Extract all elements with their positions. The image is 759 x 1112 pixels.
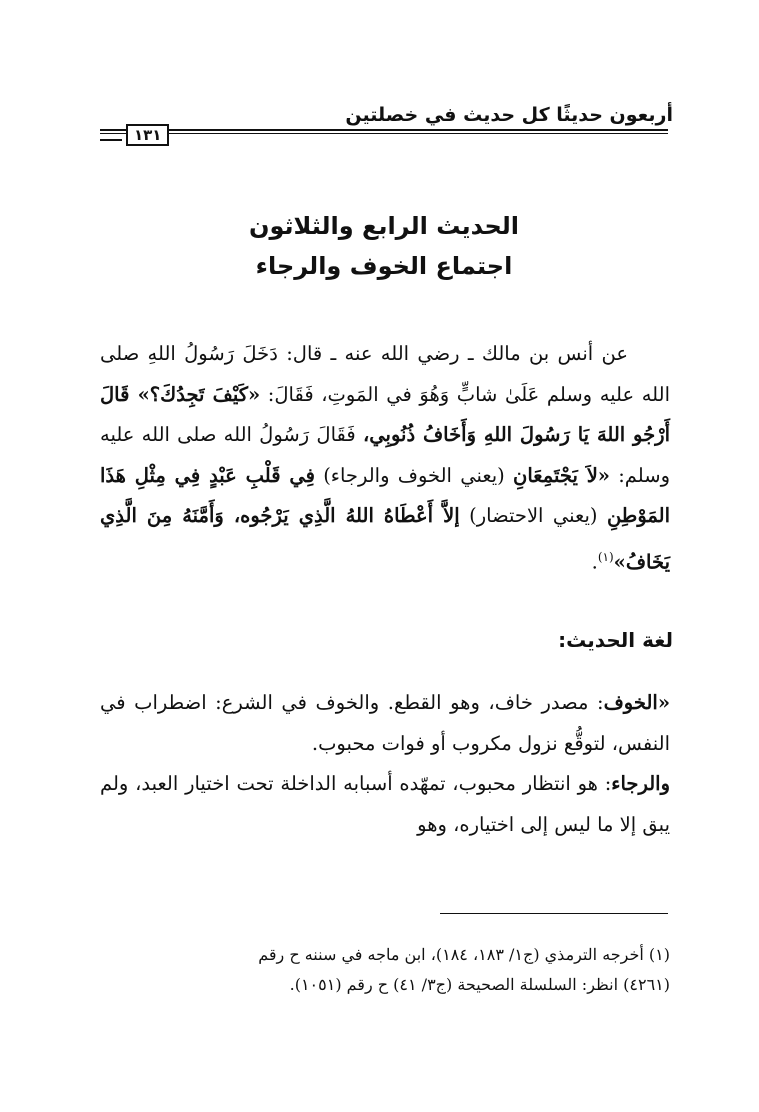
hadith-narration: فَقَالَ رَسُولُ الله صلى الله عليه وسلم: — [100, 423, 670, 487]
chapter-headings — [100, 206, 668, 286]
term-khawf: «الخوف — [603, 691, 670, 714]
footnote-marker: (١) — [597, 549, 614, 564]
hadith-quote-3: فِي قَلْبِ عَبْدٍ فِي مِثْلِ هَذَا المَوْطِنِ — [100, 463, 671, 527]
header-rule — [100, 129, 668, 131]
definitions — [100, 683, 670, 845]
chapter-title: الحديث الرابع والثلاثون — [248, 212, 520, 240]
hadith-intro: عن أنس بن مالك ـ رضي الله عنه ـ قال: دَخَلَ رَسُولُ اللهِ صلى الله عليه وسلم عَلَىٰ شابٍّ وَهُوَ في المَوتِ، فَقَالَ: — [100, 342, 670, 406]
page-number-box — [100, 124, 169, 146]
chapter-subtitle: اجتماع الخوف والرجاء — [255, 252, 513, 280]
footnote — [100, 940, 670, 1000]
section-heading: لغة الحديث: — [558, 628, 673, 652]
hadith-quote-1: «كَيْفَ تَجِدُكَ؟» قَالَ أَرْجُو اللهَ يَا رَسُولَ اللهِ وَأَخَافُ ذُنُوبِي، — [100, 382, 670, 446]
khawf-text: : مصدر خاف، وهو القطع. والخوف في الشرع: اضطراب في النفس، لتوقُّع نزول مكروب أو فوات محبوب. — [100, 691, 670, 755]
footnote-line-2: (٤٢٦١) انظر: السلسلة الصحيحة (ج٣/ ٤١) ح رقم (١٠٥١). — [289, 975, 670, 994]
page-number-ornament — [100, 129, 122, 141]
page-number: ١٣١ — [126, 124, 169, 146]
hadith-gloss-1: (يعني الخوف والرجاء) — [323, 463, 505, 487]
hadith-quote-4: إلاَّ أَعْطَاهُ اللهُ الَّذِي يَرْجُوه، وَأَمَّنَهُ مِنَ الَّذِي يَخَافُ» — [100, 504, 670, 573]
footnote-line-1: (١) أخرجه الترمذي (ج١/ ١٨٣، ١٨٤)، ابن ماجه في سننه ح رقم — [258, 945, 670, 964]
header-rule-thin — [100, 133, 668, 134]
hadith-gloss-2: (يعني الاحتضار) — [469, 504, 598, 527]
footnote-rule — [440, 913, 668, 914]
hadith-quote-2: «لاَ يَجْتَمِعَانِ — [513, 463, 610, 487]
hadith-paragraph — [100, 334, 670, 583]
definition-raja — [100, 764, 670, 845]
raja-text: : هو انتظار محبوب، تمهّده أسبابه الداخلة تحت اختيار العبد، ولم يبق إلا ما ليس إلى اختياره، وهو — [100, 772, 670, 836]
hadith-end: . — [591, 550, 598, 573]
term-raja: والرجاء — [611, 772, 670, 795]
hadith-text — [100, 334, 670, 583]
definition-khawf — [100, 683, 670, 764]
running-title: أربعون حديثًا كل حديث في خصلتين — [345, 104, 673, 126]
